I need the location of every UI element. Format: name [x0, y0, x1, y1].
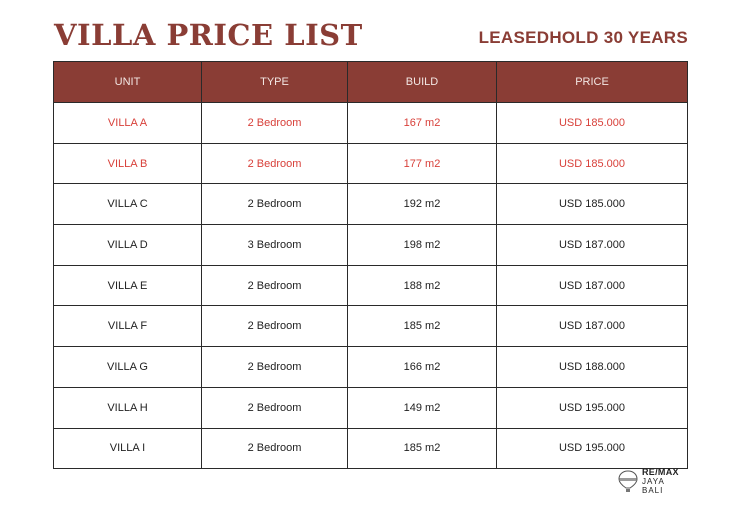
cell-build: 192 m2 — [348, 184, 497, 225]
table-row — [54, 428, 688, 469]
column-header-type: TYPE — [202, 62, 348, 103]
cell-type: 2 Bedroom — [202, 265, 348, 306]
cell-price: USD 185.000 — [497, 184, 688, 225]
cell-unit: VILLA G — [54, 347, 202, 388]
cell-type: 2 Bedroom — [202, 184, 348, 225]
cell-unit: VILLA B — [54, 143, 202, 184]
remax-logo — [618, 468, 698, 498]
cell-build: 177 m2 — [348, 143, 497, 184]
cell-type: 3 Bedroom — [202, 225, 348, 266]
table-row — [54, 347, 688, 388]
cell-build: 166 m2 — [348, 347, 497, 388]
cell-unit: VILLA C — [54, 184, 202, 225]
logo-line-3: BALI — [642, 486, 664, 495]
cell-type: 2 Bedroom — [202, 306, 348, 347]
cell-type: 2 Bedroom — [202, 428, 348, 469]
table-row — [54, 184, 688, 225]
cell-unit: VILLA A — [54, 103, 202, 144]
cell-price: USD 187.000 — [497, 306, 688, 347]
cell-price: USD 195.000 — [497, 387, 688, 428]
page-title: VILLA PRICE LIST — [54, 18, 363, 52]
cell-build: 198 m2 — [348, 225, 497, 266]
table-row — [54, 265, 688, 306]
cell-price: USD 195.000 — [497, 428, 688, 469]
table-row — [54, 225, 688, 266]
cell-build: 188 m2 — [348, 265, 497, 306]
table-row — [54, 387, 688, 428]
cell-build: 149 m2 — [348, 387, 497, 428]
cell-type: 2 Bedroom — [202, 143, 348, 184]
cell-price: USD 187.000 — [497, 265, 688, 306]
table-row — [54, 143, 688, 184]
logo-line-2: JAYA — [642, 477, 665, 486]
cell-unit: VILLA H — [54, 387, 202, 428]
cell-unit: VILLA I — [54, 428, 202, 469]
cell-build: 167 m2 — [348, 103, 497, 144]
cell-price: USD 185.000 — [497, 143, 688, 184]
cell-unit: VILLA D — [54, 225, 202, 266]
balloon-icon — [618, 470, 638, 494]
lease-term-label: LEASEDHOLD 30 YEARS — [478, 28, 688, 47]
cell-unit: VILLA F — [54, 306, 202, 347]
logo-brand-text: RE/MAX — [642, 467, 679, 477]
cell-type: 2 Bedroom — [202, 103, 348, 144]
table-row — [54, 306, 688, 347]
column-header-build: BUILD — [348, 62, 497, 103]
table-header-row — [54, 62, 688, 103]
cell-build: 185 m2 — [348, 428, 497, 469]
cell-type: 2 Bedroom — [202, 387, 348, 428]
cell-price: USD 188.000 — [497, 347, 688, 388]
cell-type: 2 Bedroom — [202, 347, 348, 388]
column-header-unit: UNIT — [54, 62, 202, 103]
price-table — [53, 61, 688, 469]
column-header-price: PRICE — [497, 62, 688, 103]
cell-build: 185 m2 — [348, 306, 497, 347]
cell-price: USD 185.000 — [497, 103, 688, 144]
table-row — [54, 103, 688, 144]
cell-price: USD 187.000 — [497, 225, 688, 266]
cell-unit: VILLA E — [54, 265, 202, 306]
